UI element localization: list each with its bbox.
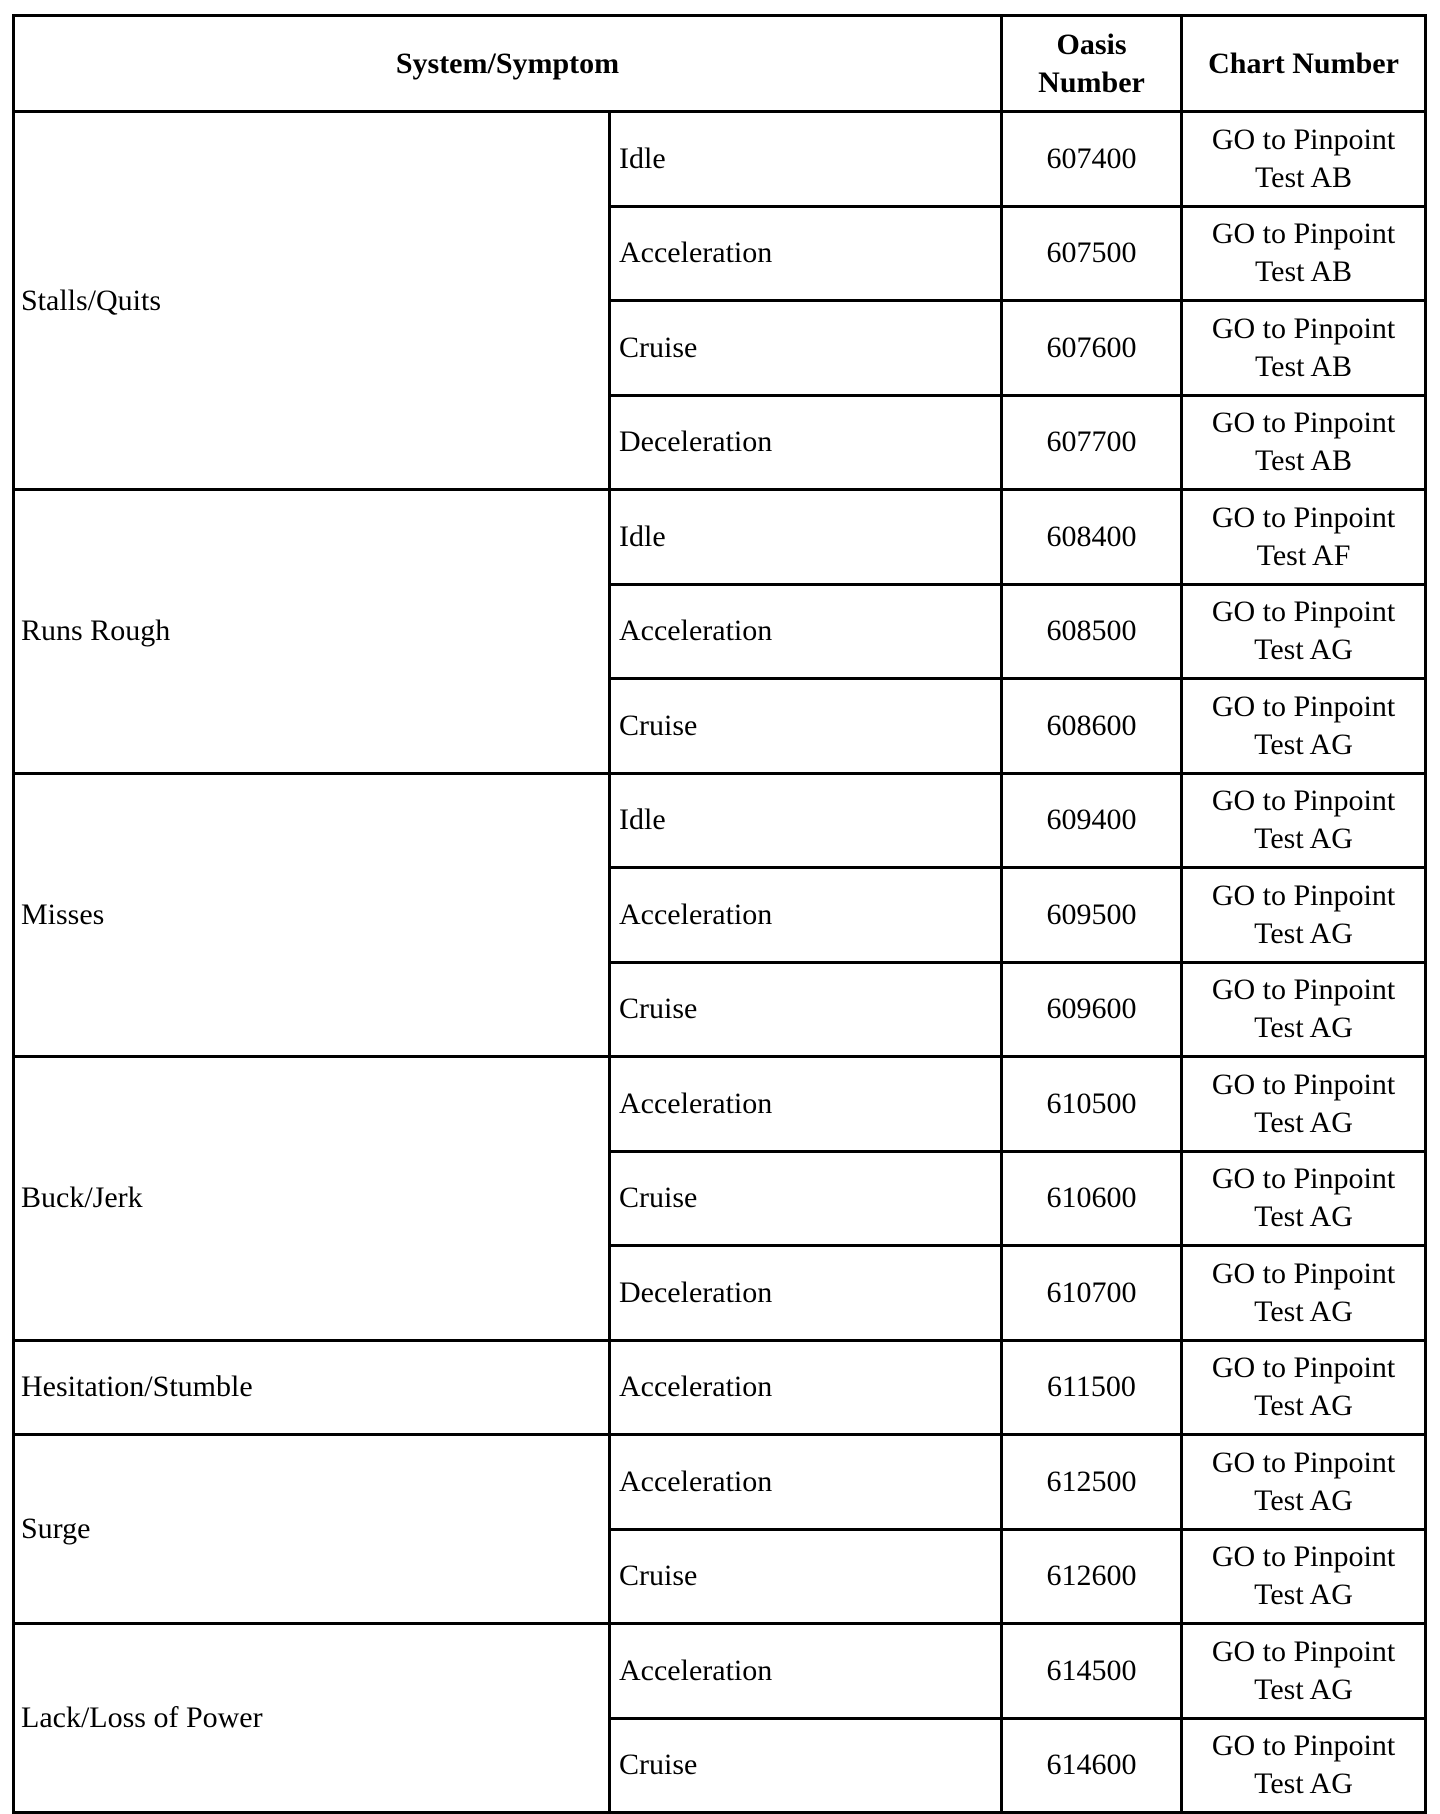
chart-number-cell	[1182, 1151, 1426, 1246]
chart-number-header: Chart Number	[1182, 16, 1426, 112]
system-symptom-cell: Lack/Loss of Power	[14, 1624, 610, 1813]
chart-number-line2: Test AG	[1254, 1767, 1353, 1801]
chart-number-line1: GO to Pinpoint	[1211, 595, 1396, 629]
oasis-header-line1: Oasis	[1056, 27, 1127, 61]
chart-number-line1: GO to Pinpoint	[1211, 973, 1396, 1007]
chart-number-line1: GO to Pinpoint	[1211, 689, 1396, 723]
table-row	[14, 1624, 1426, 1719]
condition-cell: Acceleration	[610, 1435, 1002, 1530]
condition-cell: Cruise	[610, 1529, 1002, 1624]
oasis-number-cell: 610600	[1002, 1151, 1182, 1246]
chart-number-line2: Test AG	[1254, 822, 1353, 856]
chart-number-line1: GO to Pinpoint	[1211, 1540, 1396, 1574]
condition-cell: Acceleration	[610, 1624, 1002, 1719]
table-row	[14, 773, 1426, 868]
oasis-number-cell: 610700	[1002, 1246, 1182, 1341]
chart-number-line2: Test AB	[1254, 349, 1353, 383]
chart-number-line1: GO to Pinpoint	[1211, 406, 1396, 440]
chart-number-cell	[1182, 584, 1426, 679]
chart-number-line1: GO to Pinpoint	[1211, 1445, 1396, 1479]
condition-cell: Acceleration	[610, 1340, 1002, 1435]
chart-number-line2: Test AF	[1256, 538, 1351, 572]
chart-number-line2: Test AG	[1254, 1483, 1353, 1517]
chart-number-cell	[1182, 773, 1426, 868]
oasis-number-cell: 614500	[1002, 1624, 1182, 1719]
chart-number-cell	[1182, 490, 1426, 585]
chart-number-line2: Test AG	[1254, 1105, 1353, 1139]
symptom-chart-table	[12, 14, 1427, 1814]
table-row	[14, 490, 1426, 585]
chart-number-line1: GO to Pinpoint	[1211, 500, 1396, 534]
table-body	[14, 112, 1426, 1813]
system-symptom-cell: Runs Rough	[14, 490, 610, 774]
condition-cell: Idle	[610, 112, 1002, 207]
oasis-number-cell: 607400	[1002, 112, 1182, 207]
system-symptom-cell: Buck/Jerk	[14, 1057, 610, 1341]
chart-number-line1: GO to Pinpoint	[1211, 1162, 1396, 1196]
condition-cell: Cruise	[610, 962, 1002, 1057]
condition-cell: Acceleration	[610, 584, 1002, 679]
chart-number-line1: GO to Pinpoint	[1211, 1256, 1396, 1290]
chart-number-cell	[1182, 206, 1426, 301]
chart-number-line1: GO to Pinpoint	[1211, 1634, 1396, 1668]
oasis-number-cell: 612500	[1002, 1435, 1182, 1530]
system-symptom-cell: Hesitation/Stumble	[14, 1340, 610, 1435]
oasis-number-cell: 607700	[1002, 395, 1182, 490]
table-row	[14, 1057, 1426, 1152]
table-row	[14, 1340, 1426, 1435]
table-row	[14, 112, 1426, 207]
oasis-number-cell: 607500	[1002, 206, 1182, 301]
system-symptom-cell: Surge	[14, 1435, 610, 1624]
chart-number-cell	[1182, 395, 1426, 490]
condition-cell: Cruise	[610, 679, 1002, 774]
condition-cell: Deceleration	[610, 1246, 1002, 1341]
chart-number-line2: Test AG	[1254, 1578, 1353, 1612]
condition-cell: Cruise	[610, 301, 1002, 396]
oasis-number-cell: 607600	[1002, 301, 1182, 396]
chart-number-cell	[1182, 112, 1426, 207]
oasis-number-cell: 611500	[1002, 1340, 1182, 1435]
chart-number-line1: GO to Pinpoint	[1211, 784, 1396, 818]
table-row	[14, 1435, 1426, 1530]
chart-number-line2: Test AG	[1254, 1011, 1353, 1045]
chart-number-line2: Test AG	[1254, 1200, 1353, 1234]
chart-number-line2: Test AB	[1254, 255, 1353, 289]
condition-cell: Acceleration	[610, 206, 1002, 301]
oasis-number-header	[1002, 16, 1182, 112]
system-symptom-cell: Misses	[14, 773, 610, 1057]
oasis-number-cell: 614600	[1002, 1718, 1182, 1813]
system-symptom-header: System/Symptom	[14, 16, 1002, 112]
chart-number-cell	[1182, 1624, 1426, 1719]
chart-number-line2: Test AB	[1254, 160, 1353, 194]
chart-number-cell	[1182, 1435, 1426, 1530]
oasis-number-cell: 610500	[1002, 1057, 1182, 1152]
oasis-number-cell: 608400	[1002, 490, 1182, 585]
chart-number-line1: GO to Pinpoint	[1211, 878, 1396, 912]
system-symptom-cell: Stalls/Quits	[14, 112, 610, 490]
chart-number-line2: Test AG	[1254, 1389, 1353, 1423]
oasis-number-cell: 609500	[1002, 868, 1182, 963]
header-row	[14, 16, 1426, 112]
chart-number-line2: Test AG	[1254, 916, 1353, 950]
oasis-number-cell: 608600	[1002, 679, 1182, 774]
chart-number-line2: Test AG	[1254, 1672, 1353, 1706]
chart-number-cell	[1182, 1246, 1426, 1341]
chart-number-cell	[1182, 1057, 1426, 1152]
chart-number-line1: GO to Pinpoint	[1211, 311, 1396, 345]
chart-number-line2: Test AG	[1254, 633, 1353, 667]
chart-number-line1: GO to Pinpoint	[1211, 1351, 1396, 1385]
oasis-header-line2: Number	[1038, 65, 1145, 99]
chart-number-cell	[1182, 962, 1426, 1057]
chart-number-line1: GO to Pinpoint	[1211, 1729, 1396, 1763]
chart-number-line2: Test AG	[1254, 727, 1353, 761]
condition-cell: Acceleration	[610, 1057, 1002, 1152]
chart-number-cell	[1182, 301, 1426, 396]
chart-number-line2: Test AB	[1254, 444, 1353, 478]
chart-number-cell	[1182, 1718, 1426, 1813]
chart-number-line1: GO to Pinpoint	[1211, 122, 1396, 156]
chart-number-cell	[1182, 1340, 1426, 1435]
condition-cell: Cruise	[610, 1718, 1002, 1813]
condition-cell: Deceleration	[610, 395, 1002, 490]
chart-number-line1: GO to Pinpoint	[1211, 1067, 1396, 1101]
condition-cell: Idle	[610, 490, 1002, 585]
condition-cell: Acceleration	[610, 868, 1002, 963]
oasis-number-cell: 608500	[1002, 584, 1182, 679]
oasis-number-cell: 609400	[1002, 773, 1182, 868]
chart-number-cell	[1182, 1529, 1426, 1624]
chart-number-cell	[1182, 679, 1426, 774]
condition-cell: Idle	[610, 773, 1002, 868]
oasis-number-cell: 612600	[1002, 1529, 1182, 1624]
condition-cell: Cruise	[610, 1151, 1002, 1246]
oasis-number-cell: 609600	[1002, 962, 1182, 1057]
chart-number-line1: GO to Pinpoint	[1211, 217, 1396, 251]
chart-number-cell	[1182, 868, 1426, 963]
chart-number-line2: Test AG	[1254, 1294, 1353, 1328]
